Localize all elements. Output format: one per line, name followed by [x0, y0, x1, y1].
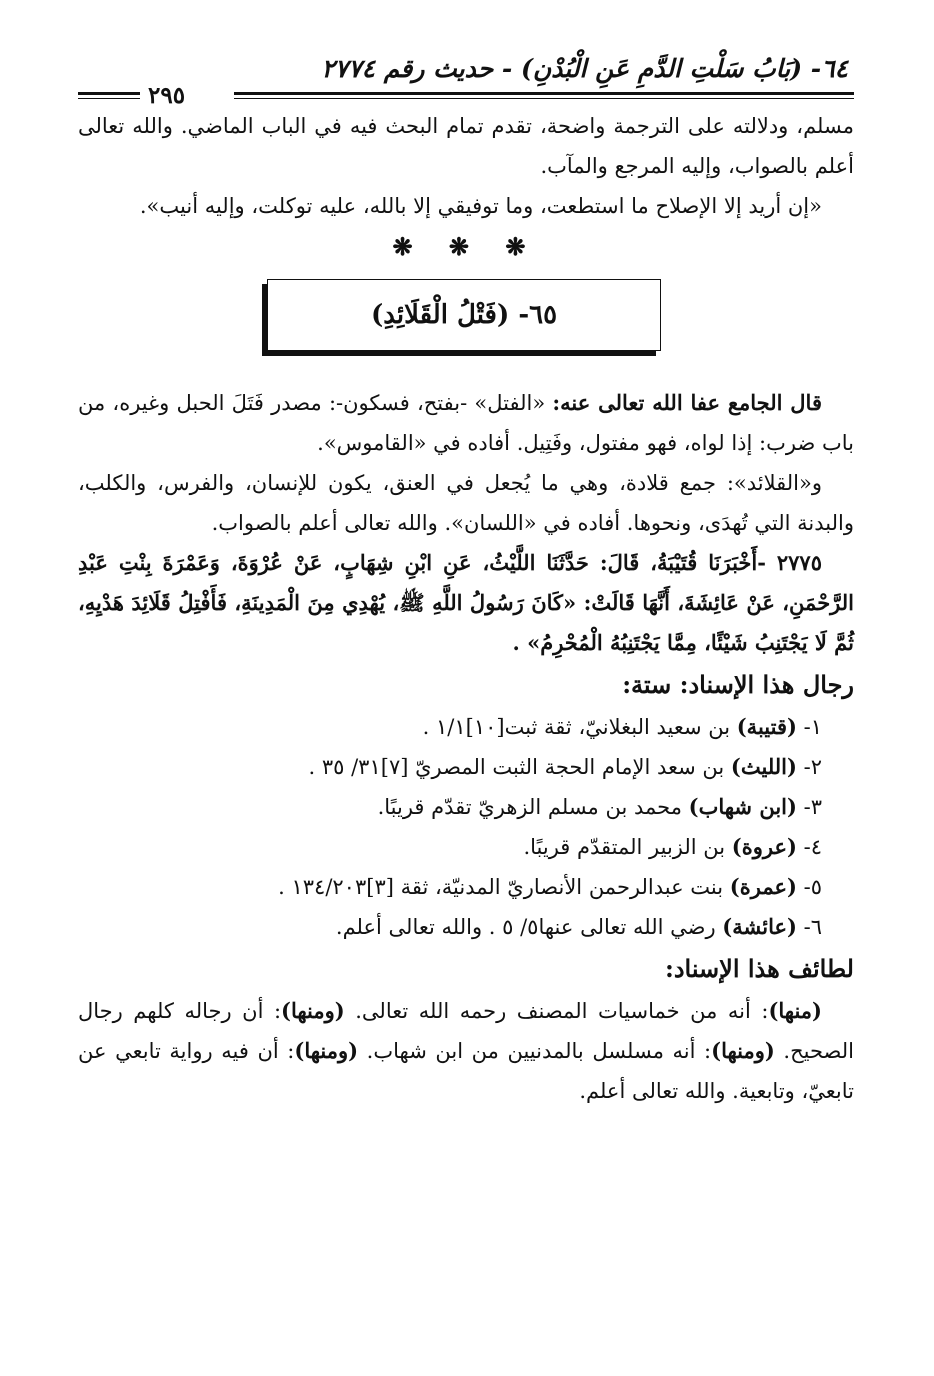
narrator-name: (قتيبة): [736, 714, 797, 739]
lataif-paragraph: [78, 991, 854, 1111]
narrator-item: [78, 827, 822, 867]
narrator-number: ٥-: [796, 875, 822, 899]
header-rule: [234, 92, 854, 99]
narrator-item: [78, 747, 822, 787]
quran-quote-paragraph: «إن أريد إلا الإصلاح ما استطعت، وما توفيقي إلا بالله، عليه توكلت، وإليه أنيب».: [139, 194, 822, 218]
narrator-description: رضي الله تعالى عنها٥/ ٥ . والله تعالى أعلم.: [335, 915, 723, 939]
narrator-description: بن سعيد البغلانيّ، ثقة ثبت[١٠]١/١ .: [422, 715, 737, 739]
lataif-marker: (منها): [768, 998, 822, 1023]
chapter-title-box: [267, 279, 661, 351]
lataif-marker: (ومنها): [281, 998, 345, 1023]
lataif-text: : أنه مسلسل بالمدنيين من ابن شهاب.: [358, 1039, 712, 1063]
narrator-name: (عروة): [731, 834, 797, 859]
running-header-title: ٦٤- (بَابُ سَلْتِ الدَّمِ عَنِ الْبُدْنِ) - حديث رقم ٢٧٧٤: [321, 54, 848, 83]
narrator-description: بن سعد الإمام الحجة الثبت المصريّ [٧]٣١/ ٣٥ .: [308, 755, 731, 779]
lataif-text: : أن فيه رواية تابعي عن تابعيّ، وتابعية. والله تعالى أعلم.: [78, 1039, 854, 1103]
narrator-description: محمد بن مسلم الزهريّ تقدّم قريبًا.: [377, 795, 689, 819]
narrator-description: بن الزبير المتقدّم قريبًا.: [523, 835, 732, 859]
narrator-name: (عائشة): [722, 914, 797, 939]
hadith-text: ٢٧٧٥ -أَخْبَرَنَا قُتَيْبَةُ، قَالَ: حَدَّثَنَا اللَّيْثُ، عَنِ ابْنِ شِهَابٍ، عَنْ عُرْوَةَ، وَعَمْرَةَ بِنْتِ عَبْدِ الرَّحْمَنِ، عَنْ عَائِشَةَ، أَنَّهَا قَالَتْ: «كَانَ رَسُولُ اللَّهِ ﷺ، يُهْدِي مِنَ الْمَدِينَةِ، فَأَفْتِلُ قَلَائِدَ هَدْيِهِ، ثُمَّ لَا يَجْتَنِبُ شَيْئًا، مِمَّا يَجْتَنِبُهُ الْمُحْرِمُ» .: [78, 550, 854, 655]
qalaid-definition-paragraph: و«القلائد»: جمع قلادة، وهي ما يُجعل في العنق، يكون للإنسان، والفرس، والكلب، والبدنة التي تُهدَى، ونحوها. أفاده في «اللسان». والله تعالى أعلم بالصواب.: [78, 471, 854, 535]
narrator-number: ٢-: [796, 755, 822, 779]
explanation-paragraph: [78, 383, 854, 463]
narrator-name: (عمرة): [729, 874, 797, 899]
section-separator: ❋ ❋ ❋: [392, 232, 540, 261]
narrator-item: [78, 867, 822, 907]
narrator-item: [78, 787, 822, 827]
chapter-title: ٦٥- (فَتْلُ الْقَلَائِدِ): [370, 300, 558, 330]
explanation-text: «الفتل» -بفتح، فسكون-: مصدر فَتَلَ الحبل وغيره، من باب ضرب: إذا لواه، فهو مفتول، وفَتِيل. أفاده في «القاموس».: [78, 391, 854, 455]
running-header: [78, 48, 854, 109]
author-lead-in: قال الجامع عفا الله تعالى عنه:: [552, 390, 822, 415]
narrator-item: [78, 707, 822, 747]
narrator-name: (ابن شهاب): [688, 794, 797, 819]
page-number: ٢٩٥: [148, 82, 186, 109]
book-page: [78, 48, 854, 1111]
intro-paragraph: مسلم، ودلالته على الترجمة واضحة، تقدم تمام البحث فيه في الباب الماضي. والله تعالى أعلم بالصواب، وإليه المرجع والمآب.: [78, 114, 854, 178]
narrator-number: ٣-: [796, 795, 822, 819]
narrator-number: ١-: [796, 715, 822, 739]
lataif-marker: (ومنها): [294, 1038, 359, 1063]
lataif-text: : أنه من خماسيات المصنف رحمه الله تعالى.: [344, 999, 769, 1023]
lataif-heading: لطائف هذا الإسناد:: [664, 954, 854, 983]
narrator-number: ٤-: [796, 835, 822, 859]
narrator-number: ٦-: [796, 915, 822, 939]
narrator-description: بنت عبدالرحمن الأنصاريّ المدنيّة، ثقة [٣]١٣٤/٢٠٣ .: [278, 875, 730, 899]
narrator-name: (الليث): [730, 754, 797, 779]
header-rule-short: [78, 92, 140, 99]
narrator-item: [78, 907, 822, 947]
narrator-list: [78, 707, 854, 947]
chapter-title-frame: [267, 279, 665, 357]
isnad-heading: رجال هذا الإسناد: ستة:: [622, 670, 854, 699]
lataif-marker: (ومنها): [711, 1038, 775, 1063]
lataif-text: : أن رجاله كلهم رجال الصحيح.: [78, 999, 854, 1063]
